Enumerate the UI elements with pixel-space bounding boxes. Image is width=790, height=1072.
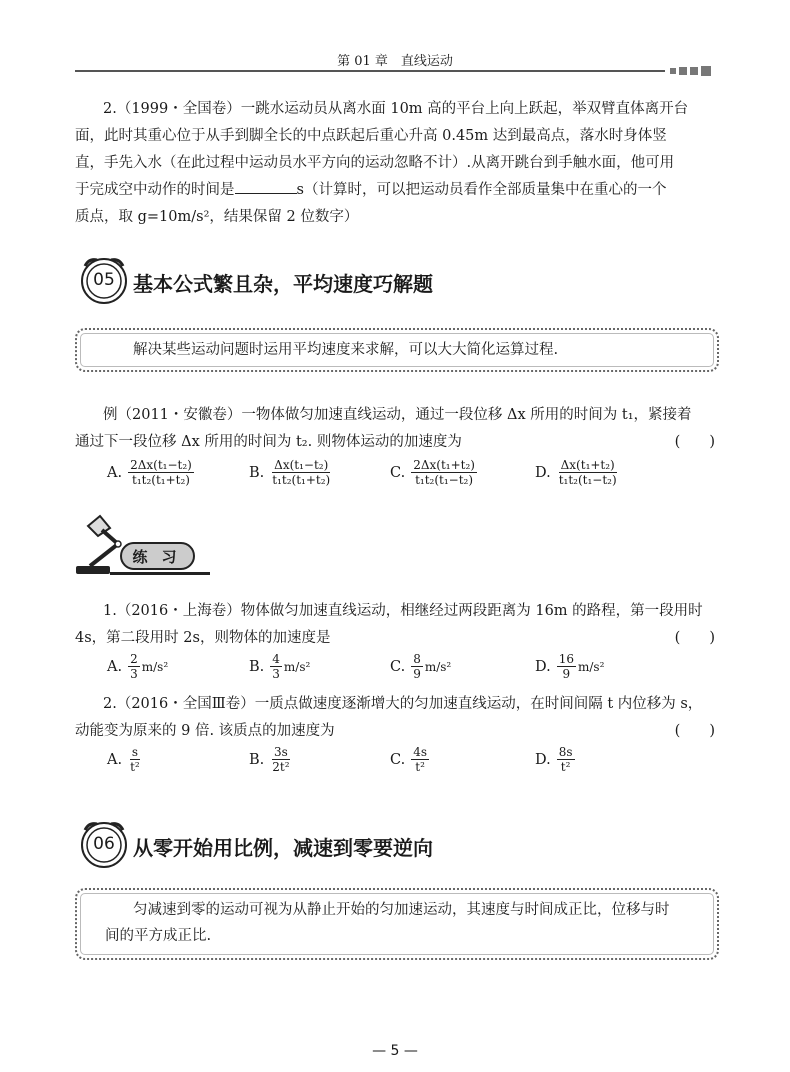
- problem-line: 2.（1999・全国卷）一跳水运动员从离水面 10m 高的平台上向上跃起，举双臂直体离开台: [103, 101, 689, 117]
- section-06-badge: [75, 814, 133, 872]
- problem-line: [75, 177, 715, 204]
- header-decor-square: [701, 66, 711, 76]
- fraction: $\frac{s}{\text{t²}}$: [130, 745, 140, 774]
- tip-text: 解决某些运动问题时运用平均速度来求解，可以大大简化运算过程.: [133, 342, 559, 358]
- fraction: $\frac{2}{3}$: [130, 652, 138, 681]
- problem-2-1999: [75, 96, 715, 231]
- tip-text: 匀减速到零的运动可视为从静止开始的匀加速运动，其速度与时间成正比，位移与时: [133, 902, 670, 918]
- option-a[interactable]: A. $\frac{\text{2Δx(t₁−t₂)}}{\text{t₁t₂(t₁+t₂)}}$: [107, 458, 192, 487]
- fraction: $\frac{\text{Δx(t₁−t₂)}}{\text{t₁t₂(t₁+t₂)}}$: [272, 458, 331, 487]
- option-d[interactable]: D. $\frac{8s}{\text{t²}}$: [535, 745, 573, 774]
- practice-label: 练习: [120, 542, 195, 570]
- page-number: — 5 —: [372, 1043, 418, 1059]
- section-06-tip-box: [75, 888, 719, 960]
- answer-blank[interactable]: [235, 179, 297, 194]
- section-05-title: 基本公式繁且杂，平均速度巧解题: [133, 272, 433, 296]
- option-a[interactable]: A. $\frac{s}{\text{t²}}$: [107, 745, 140, 774]
- fraction: $\frac{3s}{\text{2t²}}$: [272, 745, 290, 774]
- fraction: $\frac{\text{2Δx(t₁−t₂)}}{\text{t₁t₂(t₁+t₂)}}$: [130, 458, 192, 487]
- problem-line: 例（2011・安徽卷）一物体做匀加速直线运动，通过一段位移 Δx 所用的时间为 t₁，紧接着: [103, 407, 692, 423]
- problem-line: 2.（2016・全国Ⅲ卷）一质点做速度逐渐增大的匀加速直线运动，在时间间隔 t 内位移为 s，: [103, 696, 703, 712]
- running-header: 第 01 章 直线运动: [337, 54, 453, 69]
- answer-paren[interactable]: ( ): [674, 434, 715, 450]
- option-c[interactable]: C. $\frac{\text{2Δx(t₁+t₂)}}{\text{t₁t₂(t₁−t₂)}}$: [390, 458, 475, 487]
- section-number: 06: [93, 834, 115, 854]
- practice-underline: [110, 572, 210, 575]
- problem-line: 通过下一段位移 Δx 所用的时间为 t₂. 则物体运动的加速度为: [75, 434, 462, 450]
- section-05-badge: [75, 250, 133, 308]
- fraction: $\frac{\text{2Δx(t₁+t₂)}}{\text{t₁t₂(t₁−t₂)}}$: [413, 458, 475, 487]
- option-b[interactable]: B. $\frac{4}{3}$ m/s²: [249, 652, 311, 681]
- problem-line: 1.（2016・上海卷）物体做匀加速直线运动，相继经过两段距离为 16m 的路程，第一段用时: [103, 603, 703, 619]
- fraction: $\frac{8}{9}$: [413, 652, 421, 681]
- practice-1-options: [107, 652, 667, 690]
- problem-line: 面，此时其重心位于从手到脚全长的中点跃起后重心升高 0.45m 达到最高点，落水时身体竖: [75, 128, 667, 144]
- header-rule: [75, 70, 665, 72]
- answer-paren[interactable]: ( ): [674, 630, 715, 646]
- section-06-title: 从零开始用比例，减速到零要逆向: [133, 836, 433, 860]
- option-b[interactable]: B. $\frac{\text{Δx(t₁−t₂)}}{\text{t₁t₂(t₁+t₂)}}$: [249, 458, 331, 487]
- practice-question-2: [75, 691, 715, 745]
- header-decor-square: [679, 67, 687, 75]
- option-b[interactable]: B. $\frac{3s}{\text{2t²}}$: [249, 745, 290, 774]
- option-c[interactable]: C. $\frac{4s}{\text{t²}}$: [390, 745, 427, 774]
- problem-text: s（计算时，可以把运动员看作全部质量集中在重心的一个: [296, 182, 667, 198]
- example-options: [107, 458, 667, 498]
- option-d[interactable]: D. $\frac{\text{Δx(t₁+t₂)}}{\text{t₁t₂(t₁−t₂)}}$: [535, 458, 617, 487]
- problem-line: 4s，第二段用时 2s，则物体的加速度是: [75, 630, 331, 646]
- tip-text: 间的平方成正比.: [105, 928, 212, 944]
- fraction: $\frac{4s}{\text{t²}}$: [413, 745, 427, 774]
- section-05-tip-box: [75, 328, 719, 372]
- problem-line: 直，手先入水（在此过程中运动员水平方向的运动忽略不计）.从离开跳台到手触水面，他可用: [75, 155, 675, 171]
- practice-2-options: [107, 745, 667, 783]
- header-decor-square: [670, 68, 676, 74]
- header-decor-square: [690, 67, 698, 75]
- section-number: 05: [93, 270, 115, 290]
- problem-text: 于完成空中动作的时间是: [75, 182, 235, 198]
- fraction: $\frac{16}{9}$: [558, 652, 574, 681]
- answer-paren[interactable]: ( ): [674, 723, 715, 739]
- practice-question-1: [75, 598, 715, 652]
- option-a[interactable]: A. $\frac{2}{3}$ m/s²: [107, 652, 169, 681]
- problem-line: 动能变为原来的 9 倍. 该质点的加速度为: [75, 723, 335, 739]
- problem-line: 质点，取 g=10m/s²，结果保留 2 位数字）: [75, 209, 359, 225]
- option-d[interactable]: D. $\frac{16}{9}$ m/s²: [535, 652, 605, 681]
- option-c[interactable]: C. $\frac{8}{9}$ m/s²: [390, 652, 452, 681]
- fraction: $\frac{8s}{\text{t²}}$: [558, 745, 573, 774]
- example-problem: [75, 402, 715, 456]
- fraction: $\frac{\text{Δx(t₁+t₂)}}{\text{t₁t₂(t₁−t₂)}}$: [558, 458, 617, 487]
- fraction: $\frac{4}{3}$: [272, 652, 280, 681]
